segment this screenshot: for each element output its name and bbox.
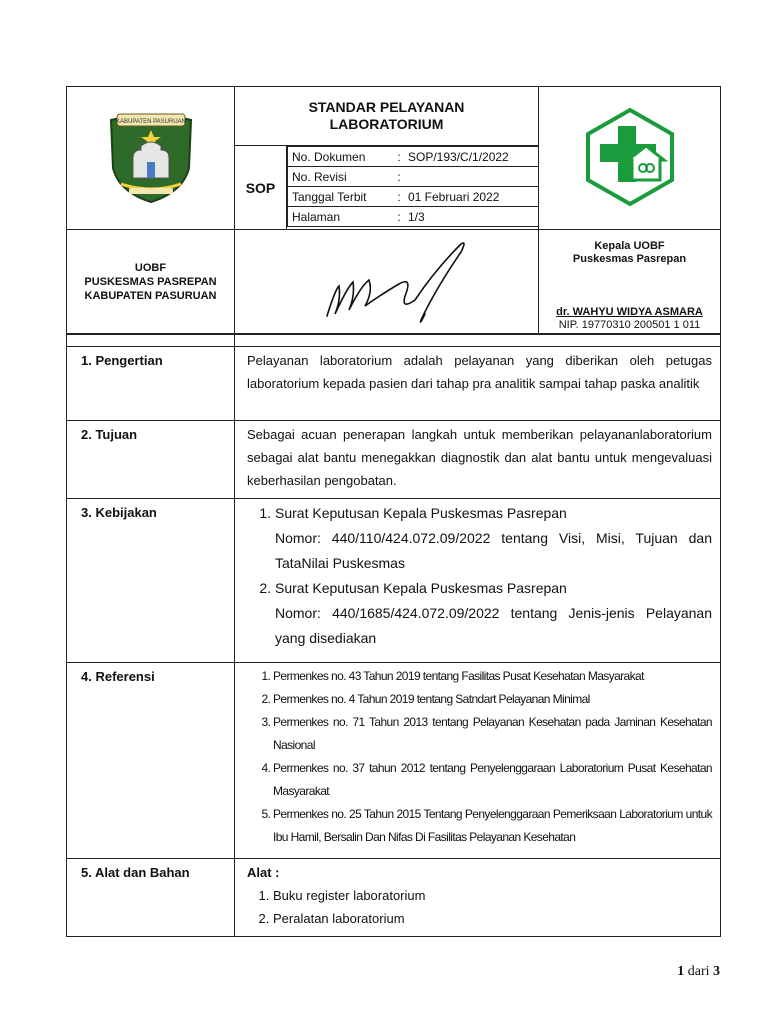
section-referensi [235, 663, 721, 859]
meta-key: No. Dokumen [288, 147, 395, 167]
policy-line-1: 1. Surat Keputusan Kepala Puskesmas Pasrepan [275, 505, 567, 521]
svg-text:KABUPATEN PASURUAN: KABUPATEN PASURUAN [115, 118, 186, 125]
policy-line-1: 2. Surat Keputusan Kepala Puskesmas Pasrepan [275, 580, 567, 596]
signatory-name: dr. WAHYU WIDYA ASMARA [556, 306, 703, 318]
meta-key: Halaman [288, 207, 395, 227]
title-line-2: LABORATORIUM [329, 116, 444, 132]
section-kebijakan [235, 499, 721, 663]
section-label-kebijakan: 3. Kebijakan [67, 499, 235, 663]
section-label-alat: 5. Alat dan Bahan [67, 859, 235, 937]
tool-item: 1. Buku register laboratorium [273, 884, 712, 907]
meta-cell [287, 146, 539, 230]
total-pages: 3 [713, 964, 720, 979]
page-number [677, 964, 720, 980]
puskesmas-logo [580, 106, 680, 206]
meta-row [288, 147, 539, 167]
meta-row [288, 167, 539, 187]
policy-item [275, 501, 712, 576]
meta-row [288, 187, 539, 207]
signatory-title-2: Puskesmas Pasrepan [572, 253, 687, 265]
title-line-1: STANDAR PELAYANAN [308, 99, 465, 115]
section-text-tujuan: Sebagai acuan penerapan langkah untuk memberikan pelayananlaboratorium sebagai alat bantu menegakkan diagnostik dan alat bantu untuk mengevaluasi keberhasilan pengobatan. [235, 421, 721, 499]
signatory-cell [539, 230, 721, 334]
signature-image [235, 230, 535, 328]
meta-value: SOP/193/C/1/2022 [404, 147, 539, 167]
policy-line-2: Nomor: 440/110/424.072.09/2022 tentang Visi, Misi, Tujuan dan TataNilai Puskesmas [275, 530, 712, 571]
org-line-2: PUSKESMAS PASREPAN [84, 275, 217, 288]
reference-item: 2. Permenkes no. 4 Tahun 2019 tentang Satndart Pelayanan Minimal [273, 688, 712, 711]
puskesmas-logo-cell [539, 87, 721, 230]
regency-logo [103, 106, 199, 206]
header-table [66, 86, 721, 334]
meta-value: 1/3 [404, 207, 539, 227]
meta-table [287, 146, 539, 227]
policy-item [275, 576, 712, 651]
reference-item: 4. Permenkes no. 37 tahun 2012 tentang Penyelenggaraan Laboratorium Pusat Kesehatan Masyarakat [273, 757, 712, 803]
reference-item: 1. Permenkes no. 43 Tahun 2019 tentang Fasilitas Pusat Kesehatan Masyarakat [273, 665, 712, 688]
signatory-title-1: Kepala UOBF [594, 240, 665, 252]
policy-line-2: Nomor: 440/1685/424.072.09/2022 tentang Jenis-jenis Pelayanan yang disediakan [275, 605, 712, 646]
document-title [235, 87, 539, 146]
meta-row [288, 207, 539, 227]
org-line-3: KABUPATEN PASURUAN [84, 289, 217, 302]
meta-sep: : [394, 187, 404, 207]
meta-value: 01 Februari 2022 [404, 187, 539, 207]
meta-sep: : [394, 147, 404, 167]
current-page: 1 [677, 964, 685, 979]
signatory-nip: NIP. 19770310 200501 1 011 [558, 319, 701, 331]
section-text-pengertian: Pelayanan laboratorium adalah pelayanan yang diberikan oleh petugas laboratorium kepada pasien dari tahap pra analitik sampai tahap paska analitik [235, 347, 721, 421]
sop-document [66, 86, 720, 937]
spacer-cell [235, 335, 721, 347]
meta-value [404, 167, 539, 187]
reference-item: 5. Permenkes no. 25 Tahun 2015 Tentang Penyelenggaraan Pemeriksaan Laboratorium untuk Ibu Hamil, Bersalin Dan Nifas Di Fasilitas Pelayanan Kesehatan [273, 803, 712, 849]
meta-key: Tanggal Terbit [288, 187, 395, 207]
sop-label: SOP [235, 146, 287, 230]
org-line-1: UOBF [134, 261, 167, 274]
reference-item: 3. Permenkes no. 71 Tahun 2013 tentang Pelayanan Kesehatan pada Jaminan Kesehatan Nasional [273, 711, 712, 757]
spacer-cell [67, 335, 235, 347]
section-alat [235, 859, 721, 937]
signature-cell [235, 230, 539, 334]
section-label-tujuan: 2. Tujuan [67, 421, 235, 499]
meta-sep: : [394, 167, 404, 187]
section-label-pengertian: 1. Pengertian [67, 347, 235, 421]
of-word: dari [687, 964, 710, 979]
section-label-referensi: 4. Referensi [67, 663, 235, 859]
meta-sep: : [394, 207, 404, 227]
organization-cell [67, 230, 235, 334]
tool-item: 2. Peralatan laboratorium [273, 907, 712, 930]
meta-key: No. Revisi [288, 167, 395, 187]
regency-logo-cell [67, 87, 235, 230]
alat-heading: Alat : [247, 865, 280, 880]
content-table [66, 334, 721, 937]
